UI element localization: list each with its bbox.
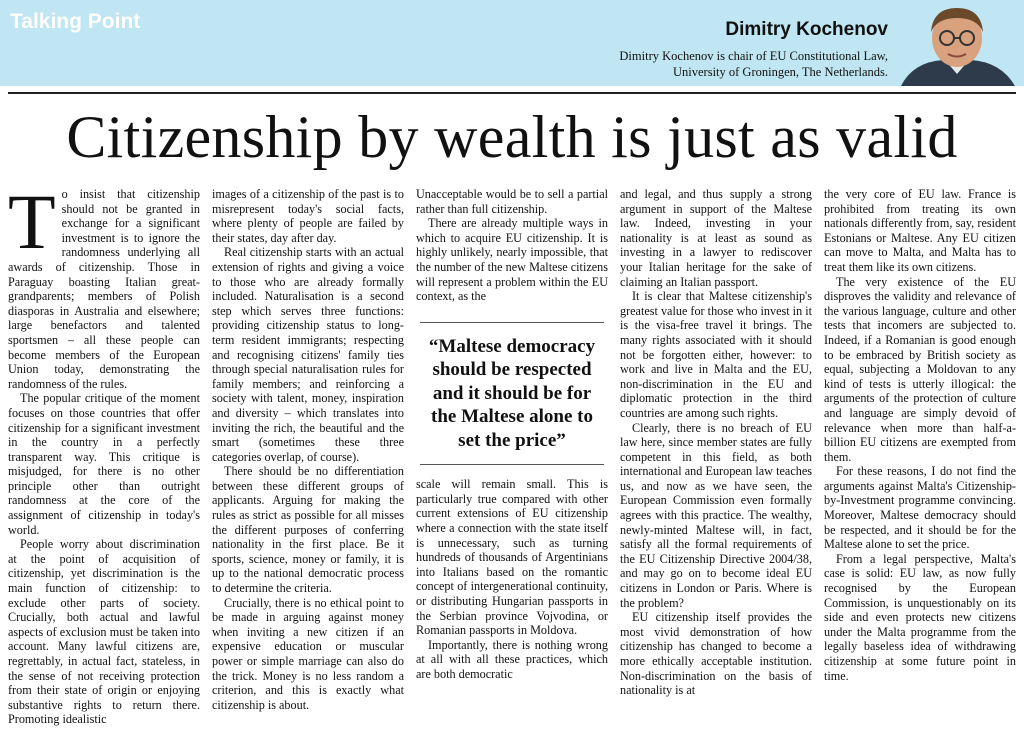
paragraph: Real citizenship starts with an actual extension of rights and giving a voice to those who are already formally included. Naturalisation is a second step which serves three functions: providing citizenship status to long-term resident immigrants; respecting and recognising citizens' family ties through special naturalisation rules for family members; and reinforcing a society with talent, money, inspiration and diversity – which translates into inviting the rich, the beautiful and the smart (sometimes these three categories overlap, of course). [212,245,404,464]
column-1 [8,187,200,730]
author-name: Dimitry Kochenov [725,19,888,40]
paragraph: From a legal perspective, Malta's case is solid: EU law, as now fully recognised by the European Commission, is unquestionably on its side and even protects new citizens under the Malta programme from the legally baseless idea of withdrawing citizenship at some future point in time. [824,551,1016,683]
headline: Citizenship by wealth is just as valid [66,104,958,170]
paragraph: and legal, and thus supply a strong argument in support of the Maltese law. Indeed, investing in your nationality is at least as sound as investing in a lawyer to rediscover your Italian heritage for the sake of claiming an Italian passport. [620,187,812,289]
section-label: Talking Point [10,10,141,33]
author-box [470,19,888,81]
paragraph: People worry about discrimination at the point of acquisition of citizenship, yet discrimination is the main function of citizenship: to exclude other parts of society. Crucially, both actual and lawful aspects of exclusion must be taken into account. Many lawful citizens are, regrettably, in actual fact, stateless, in the sense of not receiving protection from their state of origin or enjoying substantive rights to return there. Promoting idealistic [8,537,200,727]
paragraph: scale will remain small. This is particularly true compared with other current extensions of EU citizenship where a connection with the state itself is unnecessary, such as turning hundreds of thousands of Argentinians into Italians based on the romantic concept of intergenerational continuity, or distributing Hungarian passports in the Serbian province Vojvodina, or Romanian passports in Moldova. [416,477,608,638]
column-5 [824,187,1016,730]
pull-quote: “Maltese democracy should be respected and it should be for the Maltese alone to set the price” [420,322,604,466]
paragraph: The popular critique of the moment focuses on those countries that offer citizenship for a significant investment in the country in a perfectly transparent way. This critique is misjudged, for there is no other principle other than outright randomness at the core of the assignment of citizenship in today's world. [8,391,200,537]
paragraph: The very existence of the EU disproves the validity and relevance of the various language, culture and other tests that incomers are subjected to. Indeed, if a Romanian is good enough to be embraced by British society as equal, subjecting a Moldovan to any kind of tests is utterly illogical: the arguments of the protection of culture and language are simply devoid of relevance when more than half-a-billion EU citizens are exempted from them. [824,274,1016,464]
paragraph: the very core of EU law. France is prohibited from treating its own nationals differently from, say, resident Estonians or Maltese. Any EU citizen can move to Malta, and Malta has to treat them like its own citizens. [824,187,1016,274]
paragraph: Unacceptable would be to sell a partial rather than full citizenship. [416,187,608,216]
paragraph: It is clear that Maltese citizenship's greatest value for those who invest in it is the visa-free travel it brings. The many rights associated with it should not be forgotten either, however: to work and live in Malta and the EU, non-discrimination in the EU and diplomatic protection in the third countries are among such rights. [620,289,812,420]
author-bio-line-1: Dimitry Kochenov is chair of EU Constitutional Law, [619,49,888,63]
paragraph: Crucially, there is no ethical point to be made in arguing against money when inviting a new citizen if an expensive education or muscular power or simple marriage can also do the trick. Money is no less random a criterion, and this is exactly what citizenship is about. [212,595,404,712]
paragraph: Clearly, there is no breach of EU law here, since member states are fully competent in this field, as both international and European law teaches us, and now as we have seen, the European Commission even formally agrees with this practice. The wealthy, newly-minted Maltese will, in fact, satisfy all the formal requirements of the EU Citizenship Directive 2004/38, and may go on to become ideal EU citizens in London or Paris. Where is the problem? [620,420,812,610]
paragraph: images of a citizenship of the past is to misrepresent today's social facts, where plenty of people are failed by their states, day after day. [212,187,404,245]
paragraph: For these reasons, I do not find the arguments against Malta's Citizenship-by-Investment programme convincing. Moreover, Maltese democracy should be respected, and it should be for the Maltese alone to set the price. [824,464,1016,552]
header-banner [0,0,1024,86]
header-rule [8,92,1016,94]
column-3 [416,187,608,730]
paragraph: Importantly, there is nothing wrong at all with all these practices, which are both democratic [416,637,608,681]
paragraph: EU citizenship itself provides the most vivid demonstration of how citizenship has changed to become a more ethically acceptable institution. Non-discrimination on the basis of nationality is at [620,610,812,698]
article-body [8,187,1016,730]
drop-cap: T [8,187,56,265]
paragraph: There are already multiple ways in which to acquire EU citizenship. It is highly unlikely, nearly impossible, that the number of the new Maltese citizens will represent a problem within the EU context, as the [416,216,608,304]
author-bio [470,48,888,81]
column-2 [212,187,404,730]
author-photo [893,2,1021,86]
paragraph: o insist that citizenship should not be granted in exchange for a significant investment is to ignore the randomness underlying all awards of citizenship. Those in Paraguay boasting Italian great-grandparents; members of Polish diasporas in Australia and elsewhere; large benefactors and talented sportsmen – all these people can become members of the European Union today, demonstrating the randomness of the rules. [8,187,200,391]
paragraph: There should be no differentiation between these different groups of applicants. Arguing for making the rules as strict as possible for all misses the different purposes of conferring nationality in the first place. Be it sports, science, money or family, it is up to the national democratic process to determine the criteria. [212,464,404,596]
author-bio-line-2: University of Groningen, The Netherlands. [673,65,888,80]
column-4 [620,187,812,730]
